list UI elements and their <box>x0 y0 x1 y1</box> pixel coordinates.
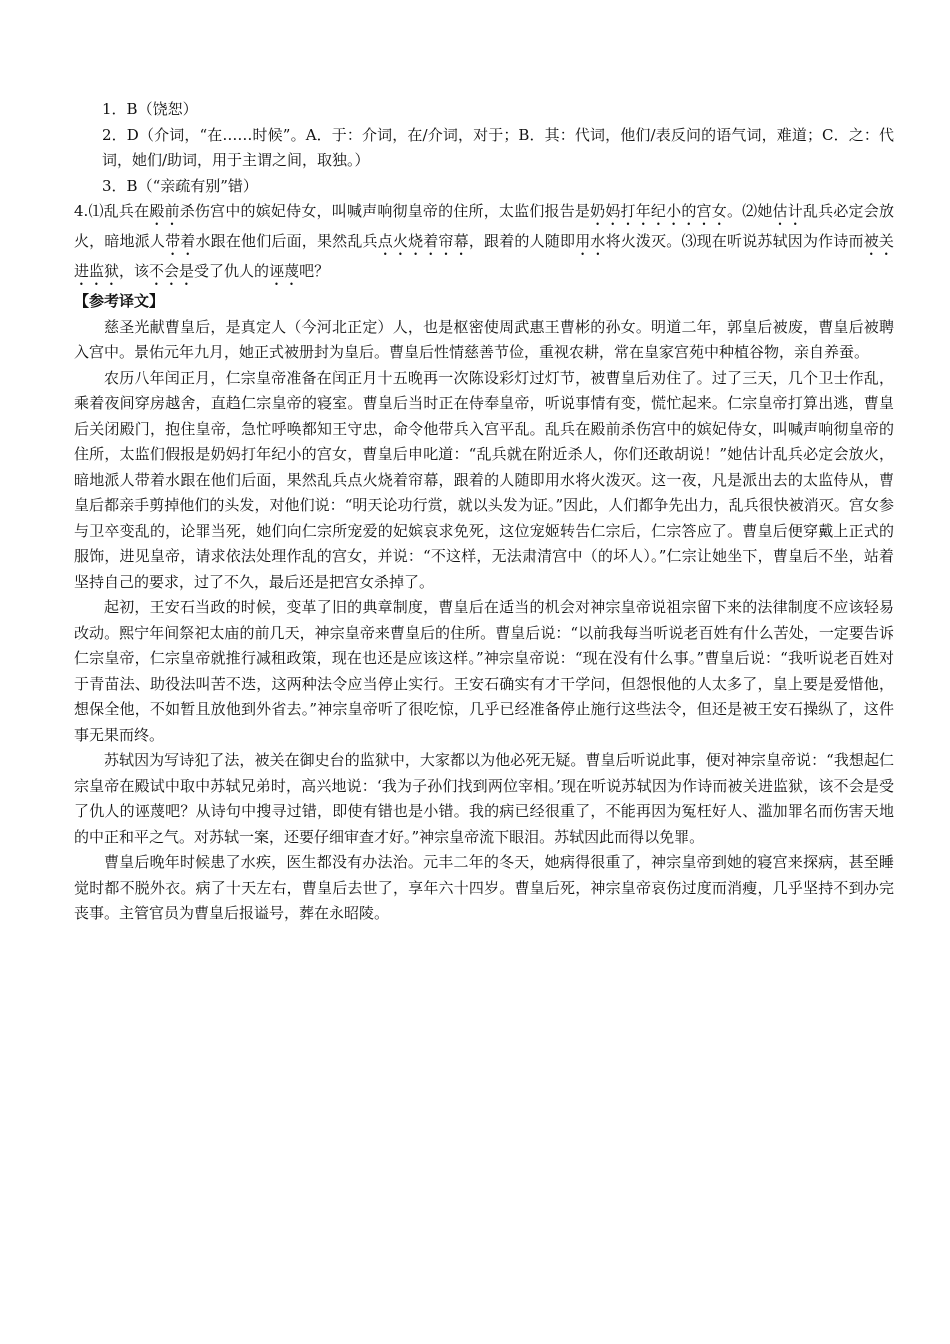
emphasis-dotted: 用水 <box>575 232 606 250</box>
translation-paragraph: 起初，王安石当政的时候，变革了旧的典章制度，曹皇后在适当的机会对神宗皇帝说祖宗留下来的法律制度不应该轻易改动。熙宁年间祭祀太庙的前几天，神宗皇帝来曹皇后的住所。曹皇后说：“以前我每当听说老百姓有什么苦处，一定要告诉仁宗皇帝，仁宗皇帝就推行减租政策，现在也还是应该这样。”神宗皇帝说：“现在没有什么事。”曹皇后说：“我听说老百姓对于青苗法、助役法叫苦不迭，这两种法令应当停止实行。王安石确实有才干学问，但怨恨他的人太多了，皇上要是爱惜他，想保全他，不如暂且放他到外省去。”神宗皇帝听了很吃惊，几乎已经准备停止施行这些法令，但还是被王安石操纵了，这件事无果而终。 <box>74 598 894 744</box>
emphasis-dotted: 点火烧着帘幕 <box>377 232 469 250</box>
answer-4-text: 4.⑴乱兵在 <box>74 202 150 220</box>
translation-paragraph: 农历八年闰正月，仁宗皇帝准备在闰正月十五晚再一次陈设彩灯过灯节，被曹皇后劝住了。过了三天，几个卫士作乱，乘着夜间穿房越舍，直趋仁宗皇帝的寝室。曹皇后当时正在侍奉皇帝，听说事情有变，慌忙起来。仁宗皇帝打算出逃，曹皇后关闭殿门，抱住皇帝，急忙呼唤都知王守忠，命令他带兵入宫平乱。乱兵在殿前杀伤宫中的嫔妃侍女，叫喊声响彻皇帝的住所，太监们假报是奶妈打年纪小的宫女，曹皇后申叱道：“乱兵就在附近杀人，你们还敢胡说！”她估计乱兵必定会放火，暗地派人带着水跟在他们后面，果然乱兵点火烧着帘幕，跟着的人随即用水将火泼灭。这一夜，凡是派出去的太监侍从，曹皇后都亲手剪掉他们的头发，对他们说：“明天论功行赏，就以头发为证。”因此，人们都争先出力，乱兵很快被消灭。宫女参与卫卒变乱的，论罪当死，她们向仁宗所宠爱的妃嫔哀求免死，这位宠姬转告仁宗后，仁宗答应了。曹皇后便穿戴上正式的服饰，进见皇帝，请求依法处理作乱的宫女，并说：“不这样，无法肃清宫中（的坏人）。”仁宗让她坐下，曹皇后不坐，站着坚持自己的要求，过了不久，最后还是把宫女杀掉了。 <box>74 368 894 591</box>
answer-4-text: 受了仇人的 <box>194 262 270 280</box>
answer-4-text: ，跟着的人随即 <box>468 232 576 250</box>
answer-4-text: 将火泼灭。⑶现在听说苏轼因为作诗而 <box>605 232 864 250</box>
translation-paragraph: 苏轼因为写诗犯了法，被关在御史台的监狱中，大家都以为他必死无疑。曹皇后听说此事，便对神宗皇帝说：“我想起仁宗皇帝在殿试中取中苏轼兄弟时，高兴地说：‘我为子孙们找到两位宰相。’现在听说苏轼因为作诗而被关进监狱，该不会是受了仇人的诬蔑吧？从诗句中搜寻过错，即使有错也是小错。我的病已经很重了，不能再因为冤枉好人、滥加罪名而伤害天地的中正和平之气。对苏轼一案，还要仔细审查才好。”神宗皇帝流下眼泪。苏轼因此而得以免罪。 <box>74 751 894 846</box>
translation-paragraph: 慈圣光献曹皇后，是真定人（今河北正定）人，也是枢密使周武惠王曹彬的孙女。明道二年，郭皇后被废，曹皇后被聘入宫中。景佑元年九月，她正式被册封为皇后。曹皇后性情慈善节俭，重视农耕，常在皇家宫苑中种植谷物，亲自养蚕。 <box>74 317 894 361</box>
answer-4-text: 水跟在他们后面，果然乱兵 <box>195 232 378 250</box>
answer-3: 3．B（“亲疏有别”错） <box>102 176 258 195</box>
emphasis-dotted: 不会是 <box>149 262 195 280</box>
emphasis-dotted: 估计 <box>772 202 803 220</box>
emphasis-dotted: 奶妈打年纪小的宫女 <box>590 202 727 220</box>
emphasis-dotted: 殿前 <box>149 202 180 220</box>
answer-4-text: 杀伤宫中的嫔妃侍女，叫喊声响彻皇帝的住所，太监们报告是 <box>179 202 591 220</box>
answer-4-text: ，该 <box>119 262 150 280</box>
answer-4-text: 吧？ <box>299 262 330 280</box>
document-body <box>74 97 894 927</box>
answer-4-text: 乱兵必定会放火，暗地派人 <box>74 202 894 250</box>
answer-4 <box>74 199 894 289</box>
emphasis-dotted: 带着 <box>165 232 196 250</box>
answer-1: 1．B（饶恕） <box>102 100 198 118</box>
answer-4-text: 。⑵她 <box>726 202 773 220</box>
emphasis-dotted: 被关进监狱 <box>74 232 894 280</box>
answer-2: 2．D（介词，“在……时候”。A．于：介词，在/介词，对于；B．其：代词，他们/表反问的语气词，难道；C．之：代词，她们/助词，用于主谓之间，取独。） <box>102 125 894 169</box>
emphasis-dotted: 诬蔑 <box>269 262 300 280</box>
translation-paragraph: 曹皇后晚年时候患了水疾，医生都没有办法治。元丰二年的冬天，她病得很重了，神宗皇帝到她的寝宫来探病，甚至睡觉时都不脱外衣。病了十天左右，曹皇后去世了，享年六十四岁。曹皇后死，神宗皇帝哀伤过度而消瘦，几乎坚持不到办完丧事。主管官员为曹皇后报谥号，葬在永昭陵。 <box>74 853 894 922</box>
translation-heading: 【参考译文】 <box>74 292 165 310</box>
